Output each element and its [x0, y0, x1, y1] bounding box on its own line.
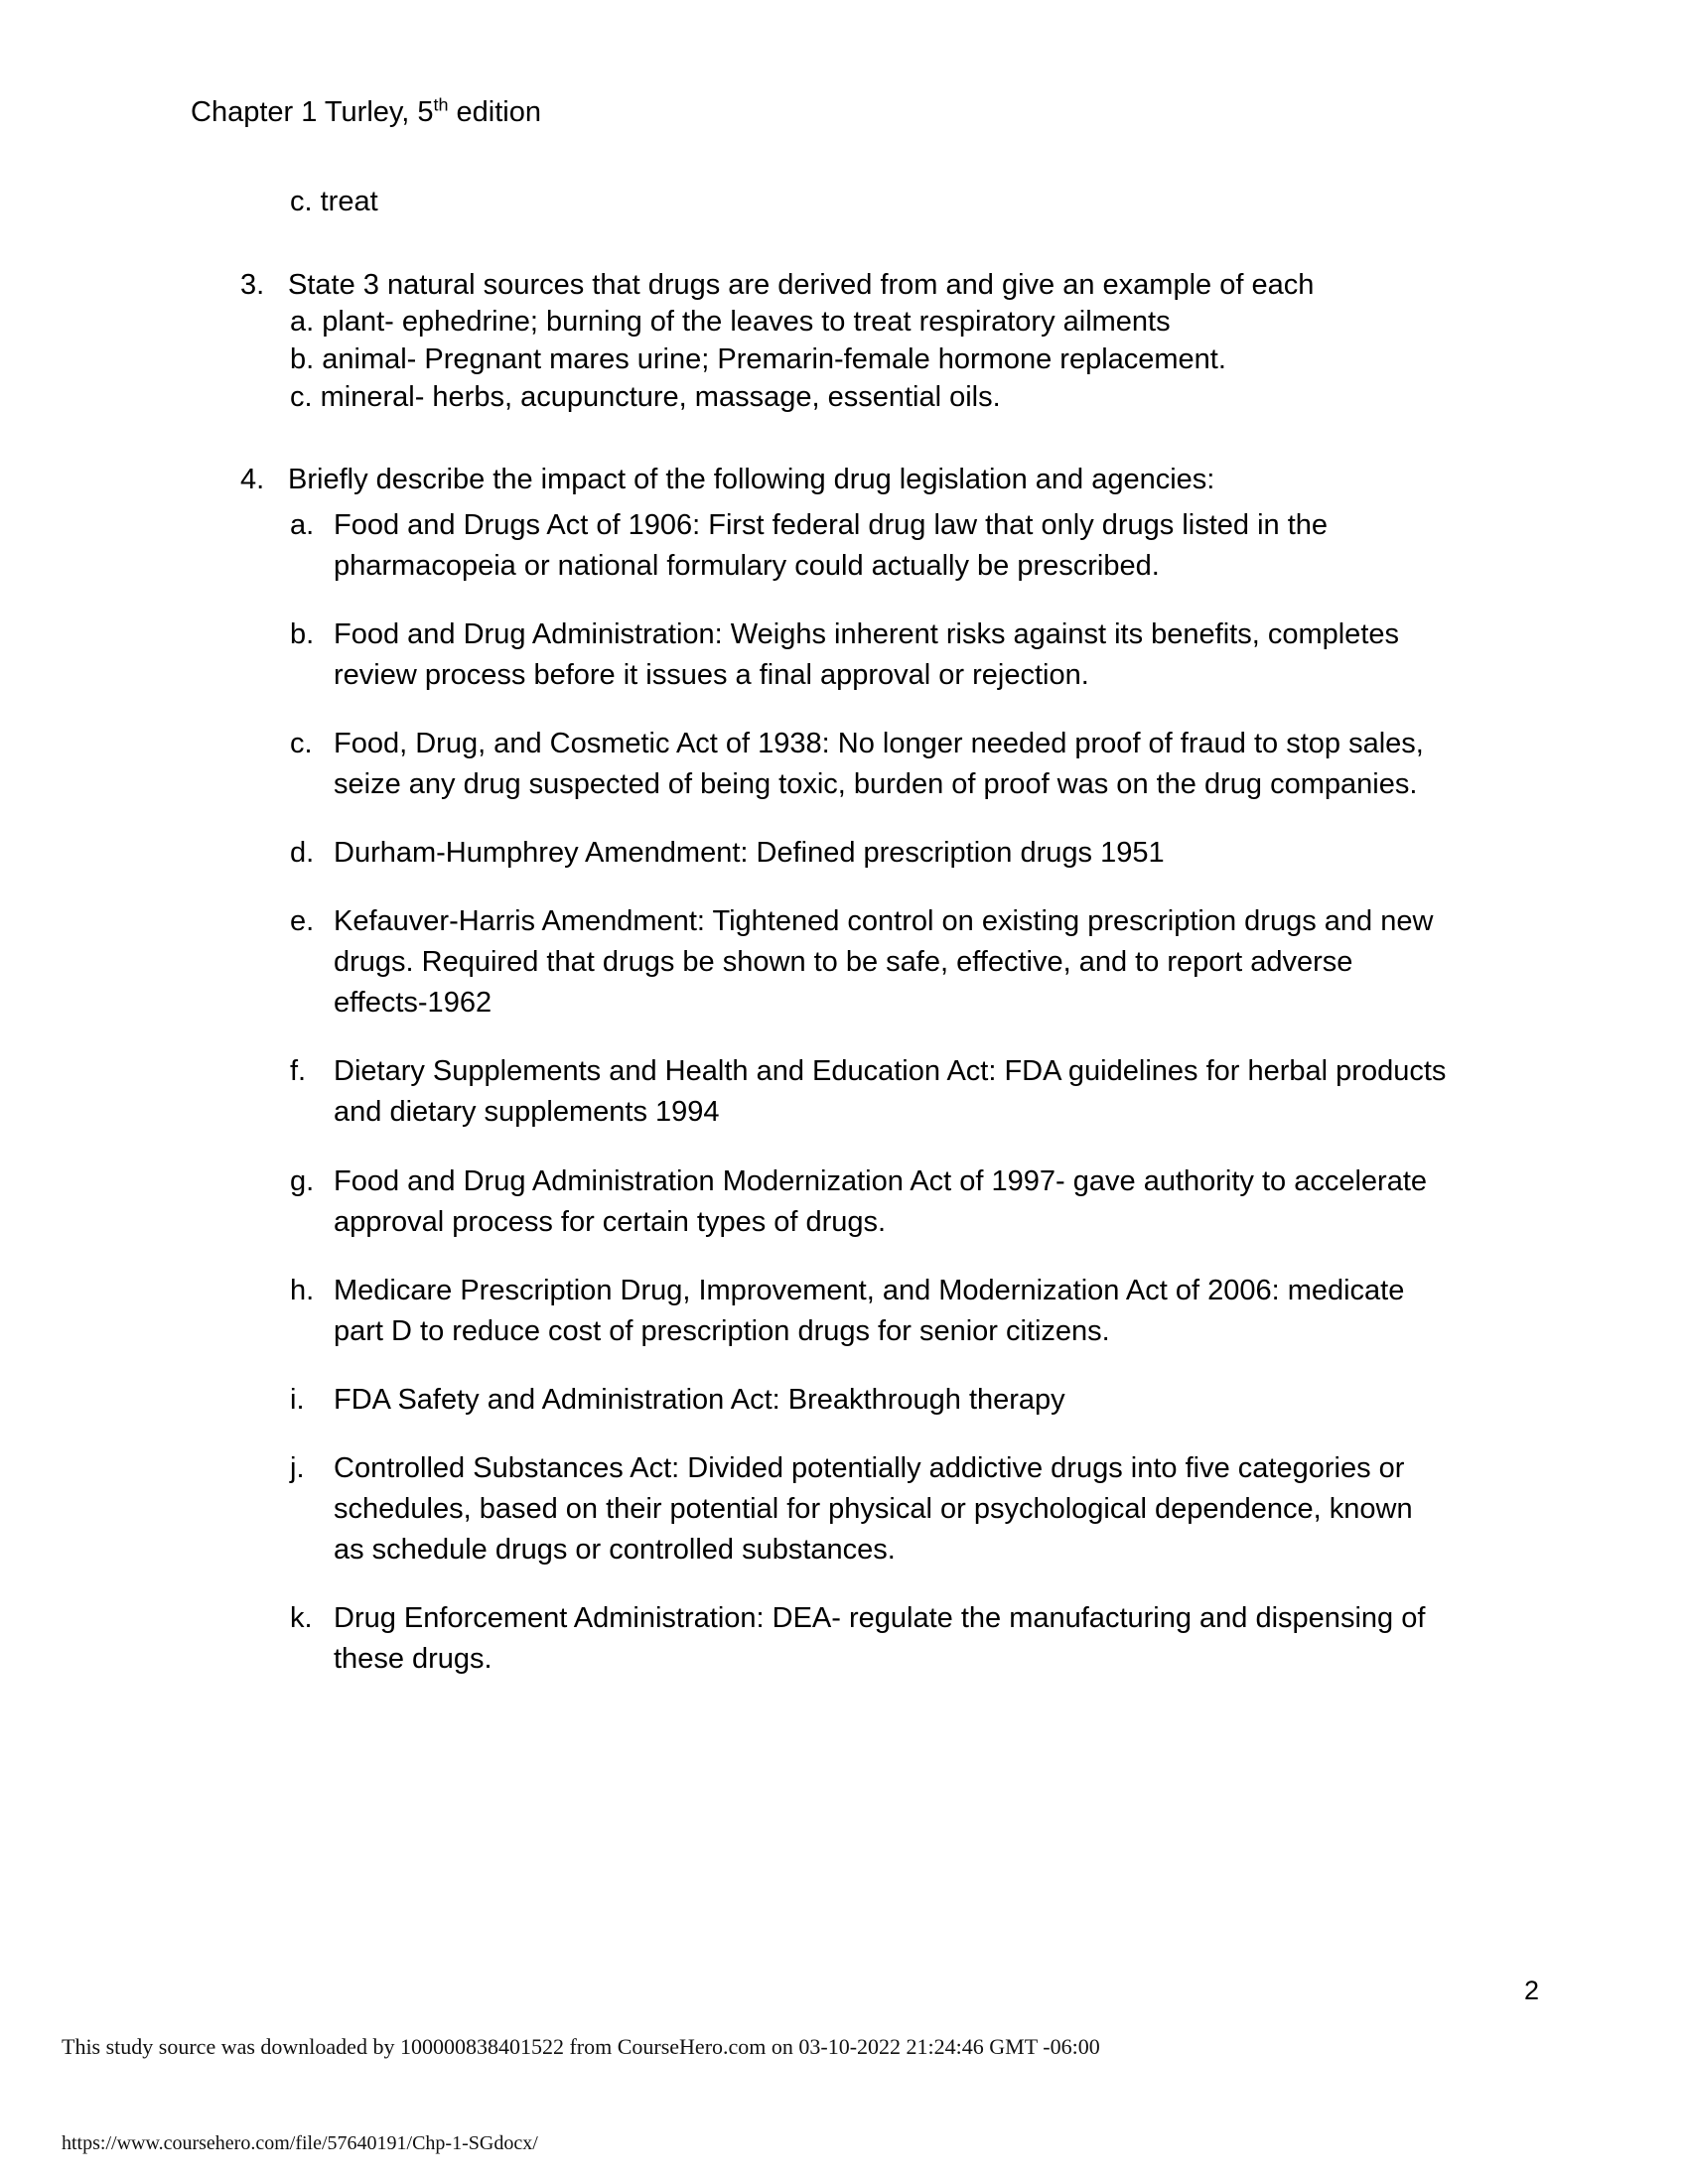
document-body	[0, 184, 1688, 1680]
sub-item-4d	[0, 833, 1688, 874]
sub-item-4i-letter: i.	[290, 1383, 305, 1416]
sub-item-4i-text: FDA Safety and Administration Act: Breakthrough therapy	[334, 1383, 1065, 1416]
page-header	[191, 94, 541, 130]
sub-item-3a: a. plant- ephedrine; burning of the leaves to treat respiratory ailments	[290, 306, 1171, 339]
sub-item-4b-letter: b.	[290, 618, 315, 651]
sub-item-4k	[0, 1598, 1688, 1680]
sub-item-4i	[0, 1380, 1688, 1421]
question-prompt-3: State 3 natural sources that drugs are derived from and give an example of each	[288, 268, 1315, 301]
sub-item-4f-text: Dietary Supplements and Health and Education Act: FDA guidelines for herbal products and dietary supplements 1994	[334, 1055, 1447, 1129]
sub-item-4c-letter: c.	[290, 728, 313, 760]
sub-item-4d-letter: d.	[290, 837, 315, 870]
sub-item-4b-text: Food and Drug Administration: Weighs inherent risks against its benefits, completes review process before it issues a final approval or rejection.	[334, 618, 1399, 692]
sub-item-3b: b. animal- Pregnant mares urine; Premarin-female hormone replacement.	[290, 343, 1226, 376]
sub-item-4j-text: Controlled Substances Act: Divided potentially addictive drugs into five categories or schedules, based on their potential for physical or psychological dependence, known as schedule drugs or controlled substances.	[334, 1451, 1413, 1566]
sub-item-4j	[0, 1448, 1688, 1570]
sub-item-4c-text: Food, Drug, and Cosmetic Act of 1938: No longer needed proof of fraud to stop sales, seize any drug suspected of being toxic, burden of proof was on the drug companies.	[334, 728, 1424, 801]
sub-item-4b	[0, 614, 1688, 696]
sub-item-4f	[0, 1051, 1688, 1133]
sub-item-4a	[0, 505, 1688, 587]
sub-item-4k-letter: k.	[290, 1601, 313, 1634]
orphan-sub-item: c. treat	[290, 186, 378, 217]
sub-item-4d-text: Durham-Humphrey Amendment: Defined prescription drugs 1951	[334, 837, 1165, 870]
question-number-3: 3.	[240, 268, 265, 301]
sub-item-4g	[0, 1161, 1688, 1243]
header-title-tail: edition	[448, 96, 541, 128]
sub-item-4a-text: Food and Drugs Act of 1906: First federal drug law that only drugs listed in the pharmacopeia or national formulary could actually be prescribed.	[334, 509, 1329, 583]
header-title-ordinal-suffix: th	[433, 94, 449, 115]
sub-item-4j-letter: j.	[290, 1451, 305, 1484]
sub-item-4e-letter: e.	[290, 905, 315, 938]
question-3-sub-list	[290, 304, 1688, 416]
question-heading-3	[0, 267, 1688, 305]
coursehero-watermark: This study source was downloaded by 100000838401522 from CourseHero.com on 03-10-2022 21:24:46 GMT -06:00	[62, 2034, 1100, 2059]
question-block-3	[0, 267, 1688, 417]
coursehero-source-url[interactable]: https://www.coursehero.com/file/57640191/Chp-1-SGdocx/	[62, 2132, 538, 2154]
sub-item-4f-letter: f.	[290, 1055, 307, 1088]
sub-item-4c	[0, 724, 1688, 805]
sub-item-4g-text: Food and Drug Administration Modernization Act of 1997- gave authority to accelerate approval process for certain types of drugs.	[334, 1164, 1428, 1238]
question-4-sub-list	[0, 505, 1688, 1680]
sub-item-3c: c. mineral- herbs, acupuncture, massage, essential oils.	[290, 380, 1001, 413]
question-heading-4	[0, 462, 1688, 499]
header-title-main: Chapter 1 Turley, 5	[191, 96, 434, 128]
sub-item-4k-text: Drug Enforcement Administration: DEA- regulate the manufacturing and dispensing of these drugs.	[334, 1601, 1426, 1675]
sub-item-4e-text: Kefauver-Harris Amendment: Tightened control on existing prescription drugs and new drugs. Required that drugs be shown to be safe, effective, and to report adverse effects-1962	[334, 905, 1434, 1020]
sub-item-4h-text: Medicare Prescription Drug, Improvement, and Modernization Act of 2006: medicate part D to reduce cost of prescription drugs for senior citizens.	[334, 1274, 1405, 1347]
question-block-4	[0, 462, 1688, 1679]
question-prompt-4: Briefly describe the impact of the following drug legislation and agencies:	[288, 464, 1215, 496]
sub-item-4a-letter: a.	[290, 509, 315, 542]
sub-item-4e	[0, 901, 1688, 1024]
question-number-4: 4.	[240, 464, 265, 496]
sub-item-4g-letter: g.	[290, 1164, 315, 1197]
page-number: 2	[1523, 1976, 1539, 2005]
sub-item-4h	[0, 1271, 1688, 1352]
sub-item-4h-letter: h.	[290, 1274, 315, 1306]
